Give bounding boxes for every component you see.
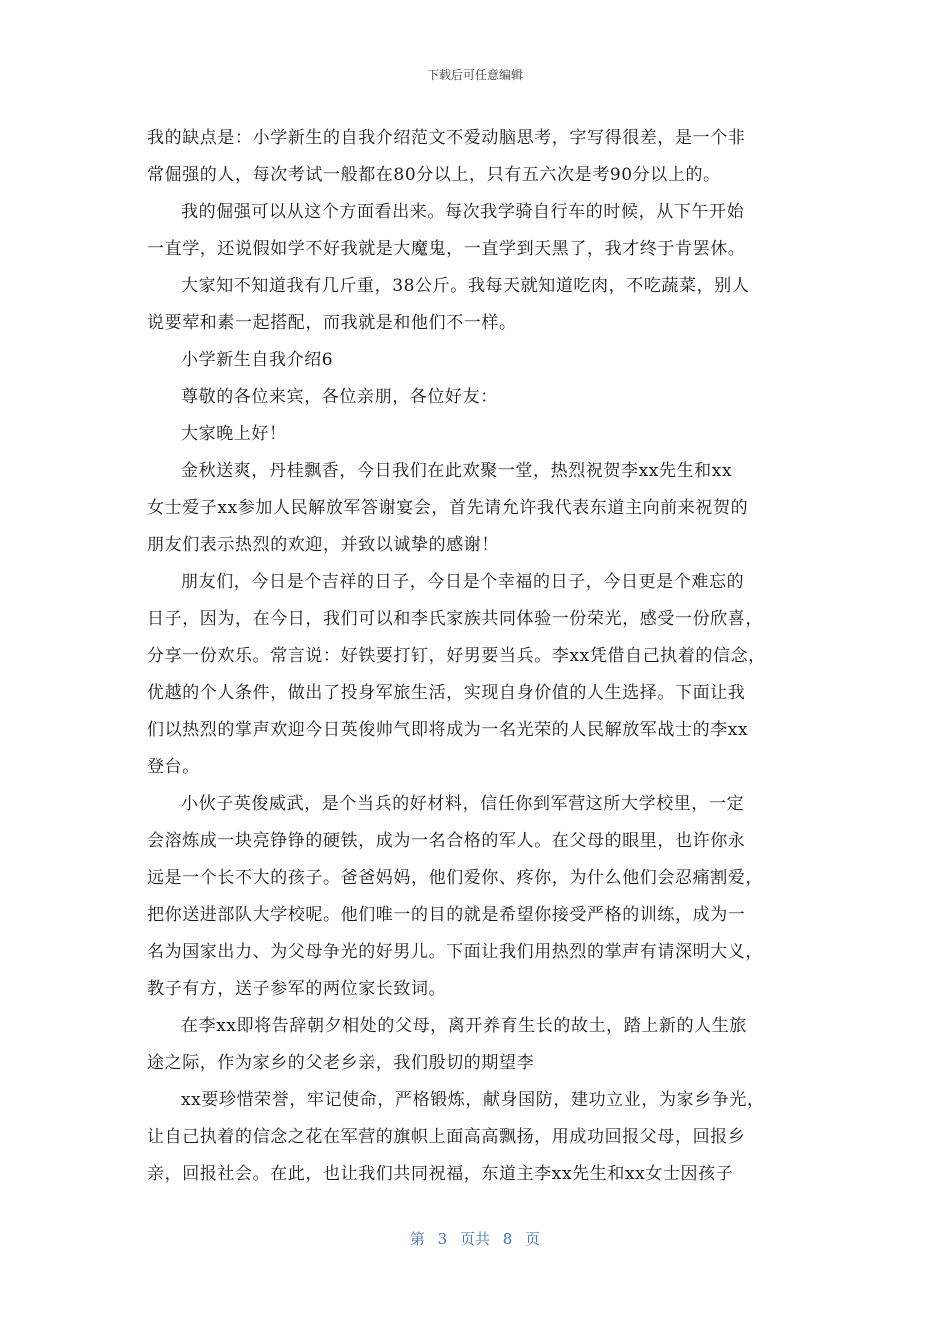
document-body xyxy=(147,120,805,1193)
page-header: 下载后可任意编辑 xyxy=(426,68,523,82)
text-line: 常倔强的人，每次考试一般都在80分以上，只有五六次是考90分以上的。 xyxy=(147,165,721,185)
text-line: 会溶炼成一块亮铮铮的硬铁，成为一名合格的军人。在父母的眼里，也许你永 xyxy=(147,831,746,851)
text-line: 一直学，还说假如学不好我就是大魔鬼，一直学到天黑了，我才终于肯罢休。 xyxy=(147,239,746,259)
text-line: 女士爱子xx参加人民解放军答谢宴会，首先请允许我代表东道主向前来祝贺的 xyxy=(147,498,749,518)
text-line: 大家晚上好！ xyxy=(181,424,287,444)
text-line: 优越的个人条件，做出了投身军旅生活，实现自身价值的人生选择。下面让我 xyxy=(147,683,746,703)
footer-label-mid: 页共 xyxy=(459,1230,490,1248)
text-line: 朋友们表示热烈的欢迎，并致以诚挚的感谢！ xyxy=(147,535,499,555)
text-line: 亲，回报社会。在此，也让我们共同祝福，东道主李xx先生和xx女士因孩子 xyxy=(147,1164,734,1184)
text-line: 大家知不知道我有几斤重，38公斤。我每天就知道吃肉，不吃蔬菜，别人 xyxy=(181,276,750,296)
text-line: 说要荤和素一起搭配，而我就是和他们不一样。 xyxy=(147,313,517,333)
footer-label-pre: 第 xyxy=(409,1230,425,1248)
text-line: 把你送进部队大学校呢。他们唯一的目的就是希望你接受严格的训练，成为一 xyxy=(147,905,746,925)
text-line: 教子有方，送子参军的两位家长致词。 xyxy=(147,979,447,999)
text-line: 小学新生自我介绍6 xyxy=(181,350,334,370)
text-line: 登台。 xyxy=(147,757,200,777)
text-line: 途之际，作为家乡的父老乡亲，我们殷切的期望李 xyxy=(147,1053,535,1073)
text-line: 分享一份欢乐。常言说：好铁要打钉，好男要当兵。李xx凭借自己执着的信念， xyxy=(147,646,766,666)
text-line: 名为国家出力、为父母争光的好男儿。下面让我们用热烈的掌声有请深明大义， xyxy=(147,942,763,962)
text-line: 们以热烈的掌声欢迎今日英俊帅气即将成为一名光荣的人民解放军战士的李xx xyxy=(147,720,749,740)
text-line: 金秋送爽，丹桂飘香，今日我们在此欢聚一堂，热烈祝贺李xx先生和xx xyxy=(181,461,733,481)
text-line: 在李xx即将告辞朝夕相处的父母，离开养育生长的故土，踏上新的人生旅 xyxy=(181,1016,747,1036)
footer-label-post: 页 xyxy=(525,1230,541,1248)
footer-page-current: 3 xyxy=(437,1230,448,1248)
text-line: xx要珍惜荣誉，牢记使命，严格锻炼，献身国防，建功立业，为家乡争光， xyxy=(181,1090,765,1110)
text-line: 朋友们，今日是个吉祥的日子，今日是个幸福的日子，今日更是个难忘的 xyxy=(181,572,745,592)
text-line: 我的缺点是：小学新生的自我介绍范文不爱动脑思考，字写得很差，是一个非 xyxy=(147,128,746,148)
page-footer xyxy=(0,1228,950,1249)
text-line: 小伙子英俊威武，是个当兵的好材料，信任你到军营这所大学校里，一定 xyxy=(181,794,745,814)
text-line: 让自己执着的信念之花在军营的旗帜上面高高飘扬，用成功回报父母，回报乡 xyxy=(147,1127,746,1147)
text-line: 尊敬的各位来宾，各位亲朋，各位好友： xyxy=(181,387,498,407)
text-line: 远是一个长不大的孩子。爸爸妈妈，他们爱你、疼你，为什么他们会忍痛割爱， xyxy=(147,868,763,888)
text-line: 日子，因为，在今日，我们可以和李氏家族共同体验一份荣光，感受一份欣喜， xyxy=(147,609,763,629)
footer-page-total: 8 xyxy=(502,1230,513,1248)
text-line: 我的倔强可以从这个方面看出来。每次我学骑自行车的时候，从下午开始 xyxy=(181,202,745,222)
